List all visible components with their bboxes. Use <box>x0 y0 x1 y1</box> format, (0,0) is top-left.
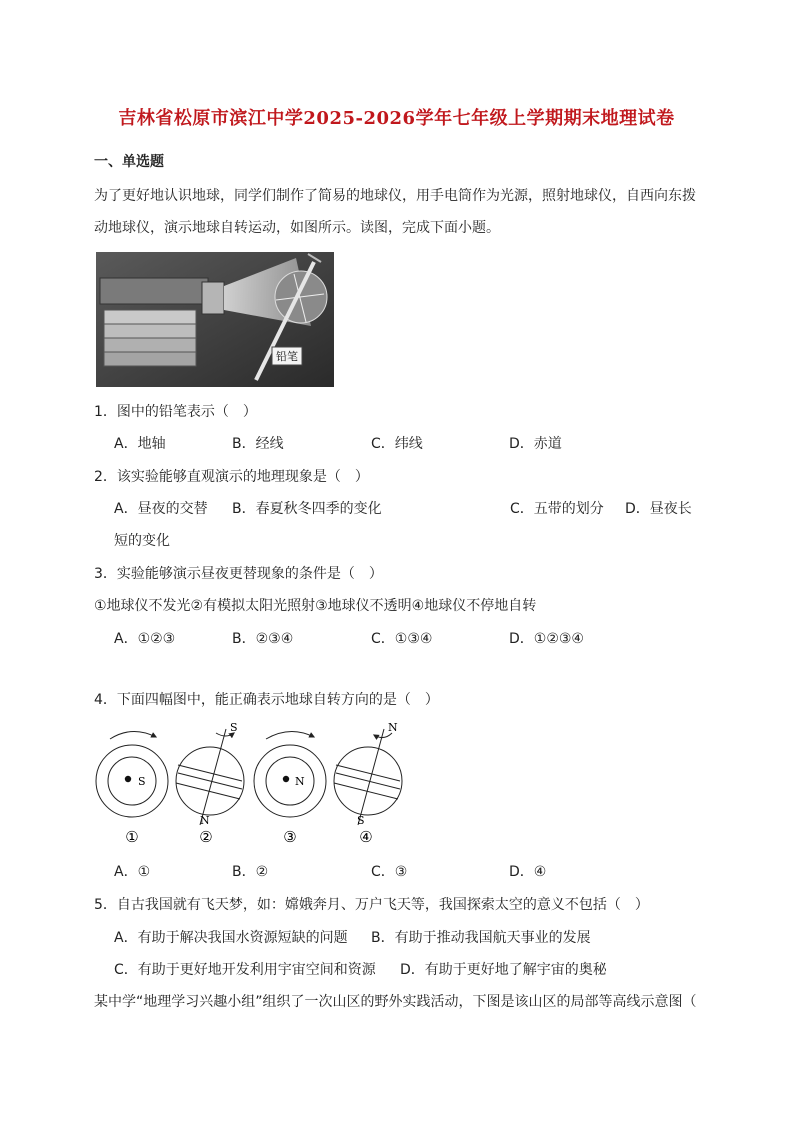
q4-option-b[interactable]: B．② <box>232 864 269 880</box>
figure-4 <box>334 721 402 846</box>
fig1-number: ① <box>125 828 139 846</box>
q3-option-d[interactable]: D．①②③④ <box>509 631 584 647</box>
q4-option-d[interactable]: D．④ <box>509 864 547 880</box>
q4-option-c[interactable]: C．③ <box>371 864 408 880</box>
question-1-stem: 1．图中的铅笔表示（ ） <box>94 404 257 420</box>
fig3-number: ③ <box>283 828 297 846</box>
q1-option-c[interactable]: C．纬线 <box>371 436 423 452</box>
fig2-top-label: S <box>230 721 238 734</box>
question-4-stem: 4．下面四幅图中，能正确表示地球自转方向的是（ ） <box>94 692 439 708</box>
experiment-photo <box>96 252 334 387</box>
question-3-stem: 3．实验能够演示昼夜更替现象的条件是（ ） <box>94 566 383 582</box>
question-5-stem: 5．自古我国就有飞天梦，如：嫦娥奔月、万户飞天等，我国探索太空的意义不包括（ ） <box>94 897 649 913</box>
q1-option-d[interactable]: D．赤道 <box>509 436 562 452</box>
fig4-bottom-label: S <box>357 814 365 827</box>
fig2-number: ② <box>199 828 213 846</box>
q5-option-c[interactable]: C．有助于更好地开发利用宇宙空间和资源 <box>114 962 376 978</box>
q5-option-d[interactable]: D．有助于更好地了解宇宙的奥秘 <box>400 962 607 978</box>
figure-2 <box>176 721 244 846</box>
question-2-stem: 2．该实验能够直观演示的地理现象是（ ） <box>94 469 369 485</box>
page-title: 吉林省松原市滨江中学2025-2026学年七年级上学期期末地理试卷 <box>118 108 675 129</box>
q3-option-b[interactable]: B．②③④ <box>232 631 294 647</box>
q2-option-a[interactable]: A．昼夜的交替 <box>114 501 208 517</box>
q4-option-a[interactable]: A．① <box>114 864 151 880</box>
q2-option-c[interactable]: C．五带的划分 <box>510 501 604 517</box>
q3-option-a[interactable]: A．①②③ <box>114 631 176 647</box>
figure-1 <box>96 731 168 846</box>
fig2-bottom-label: N <box>200 814 210 827</box>
pencil-label: 铅笔 <box>276 350 298 363</box>
q5-option-a[interactable]: A．有助于解决我国水资源短缺的问题 <box>114 930 348 946</box>
q3-conditions: ①地球仪不发光②有模拟太阳光照射③地球仪不透明④地球仪不停地自转 <box>94 598 537 614</box>
q5-option-b[interactable]: B．有助于推动我国航天事业的发展 <box>371 930 591 946</box>
next-passage-intro: 某中学“地理学习兴趣小组”组织了一次山区的野外实践活动，下图是该山区的局部等高线示意图（ <box>94 994 697 1010</box>
q1-option-a[interactable]: A．地轴 <box>114 436 166 452</box>
q2-option-d-continued: 短的变化 <box>114 533 170 549</box>
q1-option-b[interactable]: B．经线 <box>232 436 284 452</box>
rotation-diagrams <box>92 719 422 851</box>
fig3-pole-label: N <box>295 775 305 788</box>
figure-3 <box>254 731 326 846</box>
q2-option-b[interactable]: B．春夏秋冬四季的变化 <box>232 501 382 517</box>
q2-option-d[interactable]: D．昼夜长 <box>625 501 692 517</box>
fig4-number: ④ <box>359 828 373 846</box>
fig1-pole-label: S <box>138 775 146 788</box>
q3-option-c[interactable]: C．①③④ <box>371 631 433 647</box>
intro-line-2: 动地球仪，演示地球自转运动，如图所示。读图，完成下面小题。 <box>94 220 500 236</box>
intro-line-1: 为了更好地认识地球，同学们制作了简易的地球仪，用手电筒作为光源，照射地球仪，自西向东拨 <box>94 188 696 204</box>
section-heading: 一、单选题 <box>94 154 164 170</box>
fig4-top-label: N <box>388 721 398 734</box>
